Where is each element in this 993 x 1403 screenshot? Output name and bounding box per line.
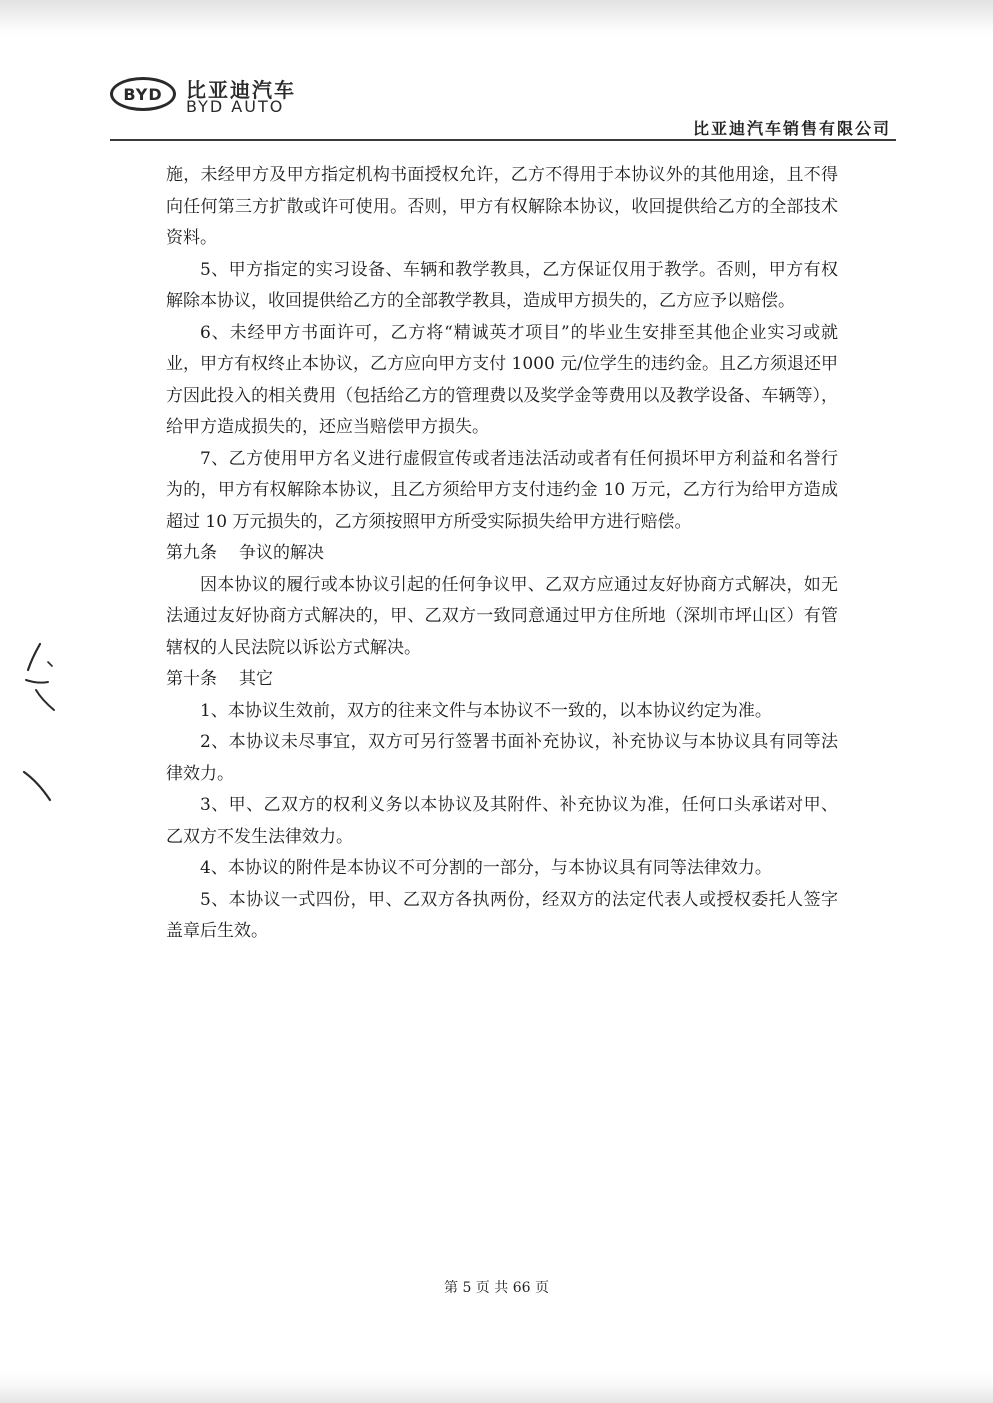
scan-shadow-bottom <box>0 1385 993 1403</box>
company-name: 比亚迪汽车销售有限公司 <box>692 119 891 138</box>
scan-shadow-top <box>0 0 993 30</box>
clause-7: 7、乙方使用甲方名义进行虚假宣传或者违法活动或者有任何损坏甲方利益和名誉行为的，甲方有权解除本协议，且乙方须给甲方支付违约金 10 万元，乙方行为给甲方造成超过 10 万元损失的，乙方须按照甲方所受实际损失给甲方进行赔偿。 <box>166 448 838 532</box>
article-10-item-2: 2、本协议未尽事宜，双方可另行签署书面补充协议，补充协议与本协议具有同等法律效力。 <box>166 732 838 784</box>
article-10-heading <box>166 664 838 696</box>
article-9-text: 因本协议的履行或本协议引起的任何争议甲、乙双方应通过友好协商方式解决，如无法通过友好协商方式解决的，甲、乙双方一致同意通过甲方住所地（深圳市坪山区）有管辖权的人民法院以诉讼方式解决。 <box>166 574 838 658</box>
logo-english-text: BYD AUTO <box>186 97 285 116</box>
article-10-number: 第十条 <box>166 669 217 689</box>
paragraph-continued: 施，未经甲方及甲方指定机构书面授权允许，乙方不得用于本协议外的其他用途，且不得向任何第三方扩散或许可使用。否则，甲方有权解除本协议，收回提供给乙方的全部技术资料。 <box>166 165 838 248</box>
article-10-title: 其它 <box>239 669 273 689</box>
article-9-heading <box>166 538 838 570</box>
article-10-item-3: 3、甲、乙双方的权利义务以本协议及其附件、补充协议为准，任何口头承诺对甲、乙双方不发生法律效力。 <box>166 795 838 847</box>
logo-chinese-text: 比亚迪汽车 <box>186 78 296 102</box>
handwritten-margin-marks <box>18 640 68 820</box>
clause-5: 5、甲方指定的实习设备、车辆和教学教具，乙方保证仅用于教学。否则，甲方有权解除本协议，收回提供给乙方的全部教学教具，造成甲方损失的，乙方应予以赔偿。 <box>166 259 838 311</box>
header-divider <box>110 139 896 141</box>
document-body <box>166 160 838 948</box>
article-9-title: 争议的解决 <box>239 543 324 563</box>
page-number: 第 5 页 共 66 页 <box>444 1280 549 1296</box>
clause-6: 6、未经甲方书面许可，乙方将“精诚英才项目”的毕业生安排至其他企业实习或就业，甲方有权终止本协议，乙方应向甲方支付 1000 元/位学生的违约金。且乙方须退还甲方因此投入的相关费用（包括给乙方的管理费以及奖学金等费用以及教学设备、车辆等），给甲方造成损失的，还应当赔偿甲方损失。 <box>166 322 838 437</box>
article-10-item-1: 1、本协议生效前，双方的往来文件与本协议不一致的，以本协议约定为准。 <box>200 700 772 721</box>
article-10-item-5: 5、本协议一式四份，甲、乙双方各执两份，经双方的法定代表人或授权委托人签字盖章后生效。 <box>166 889 838 941</box>
article-9-number: 第九条 <box>166 543 217 563</box>
byd-logo <box>110 74 310 118</box>
article-10-item-4: 4、本协议的附件是本协议不可分割的一部分，与本协议具有同等法律效力。 <box>200 858 772 878</box>
byd-logo-mark: BYD <box>110 77 176 111</box>
